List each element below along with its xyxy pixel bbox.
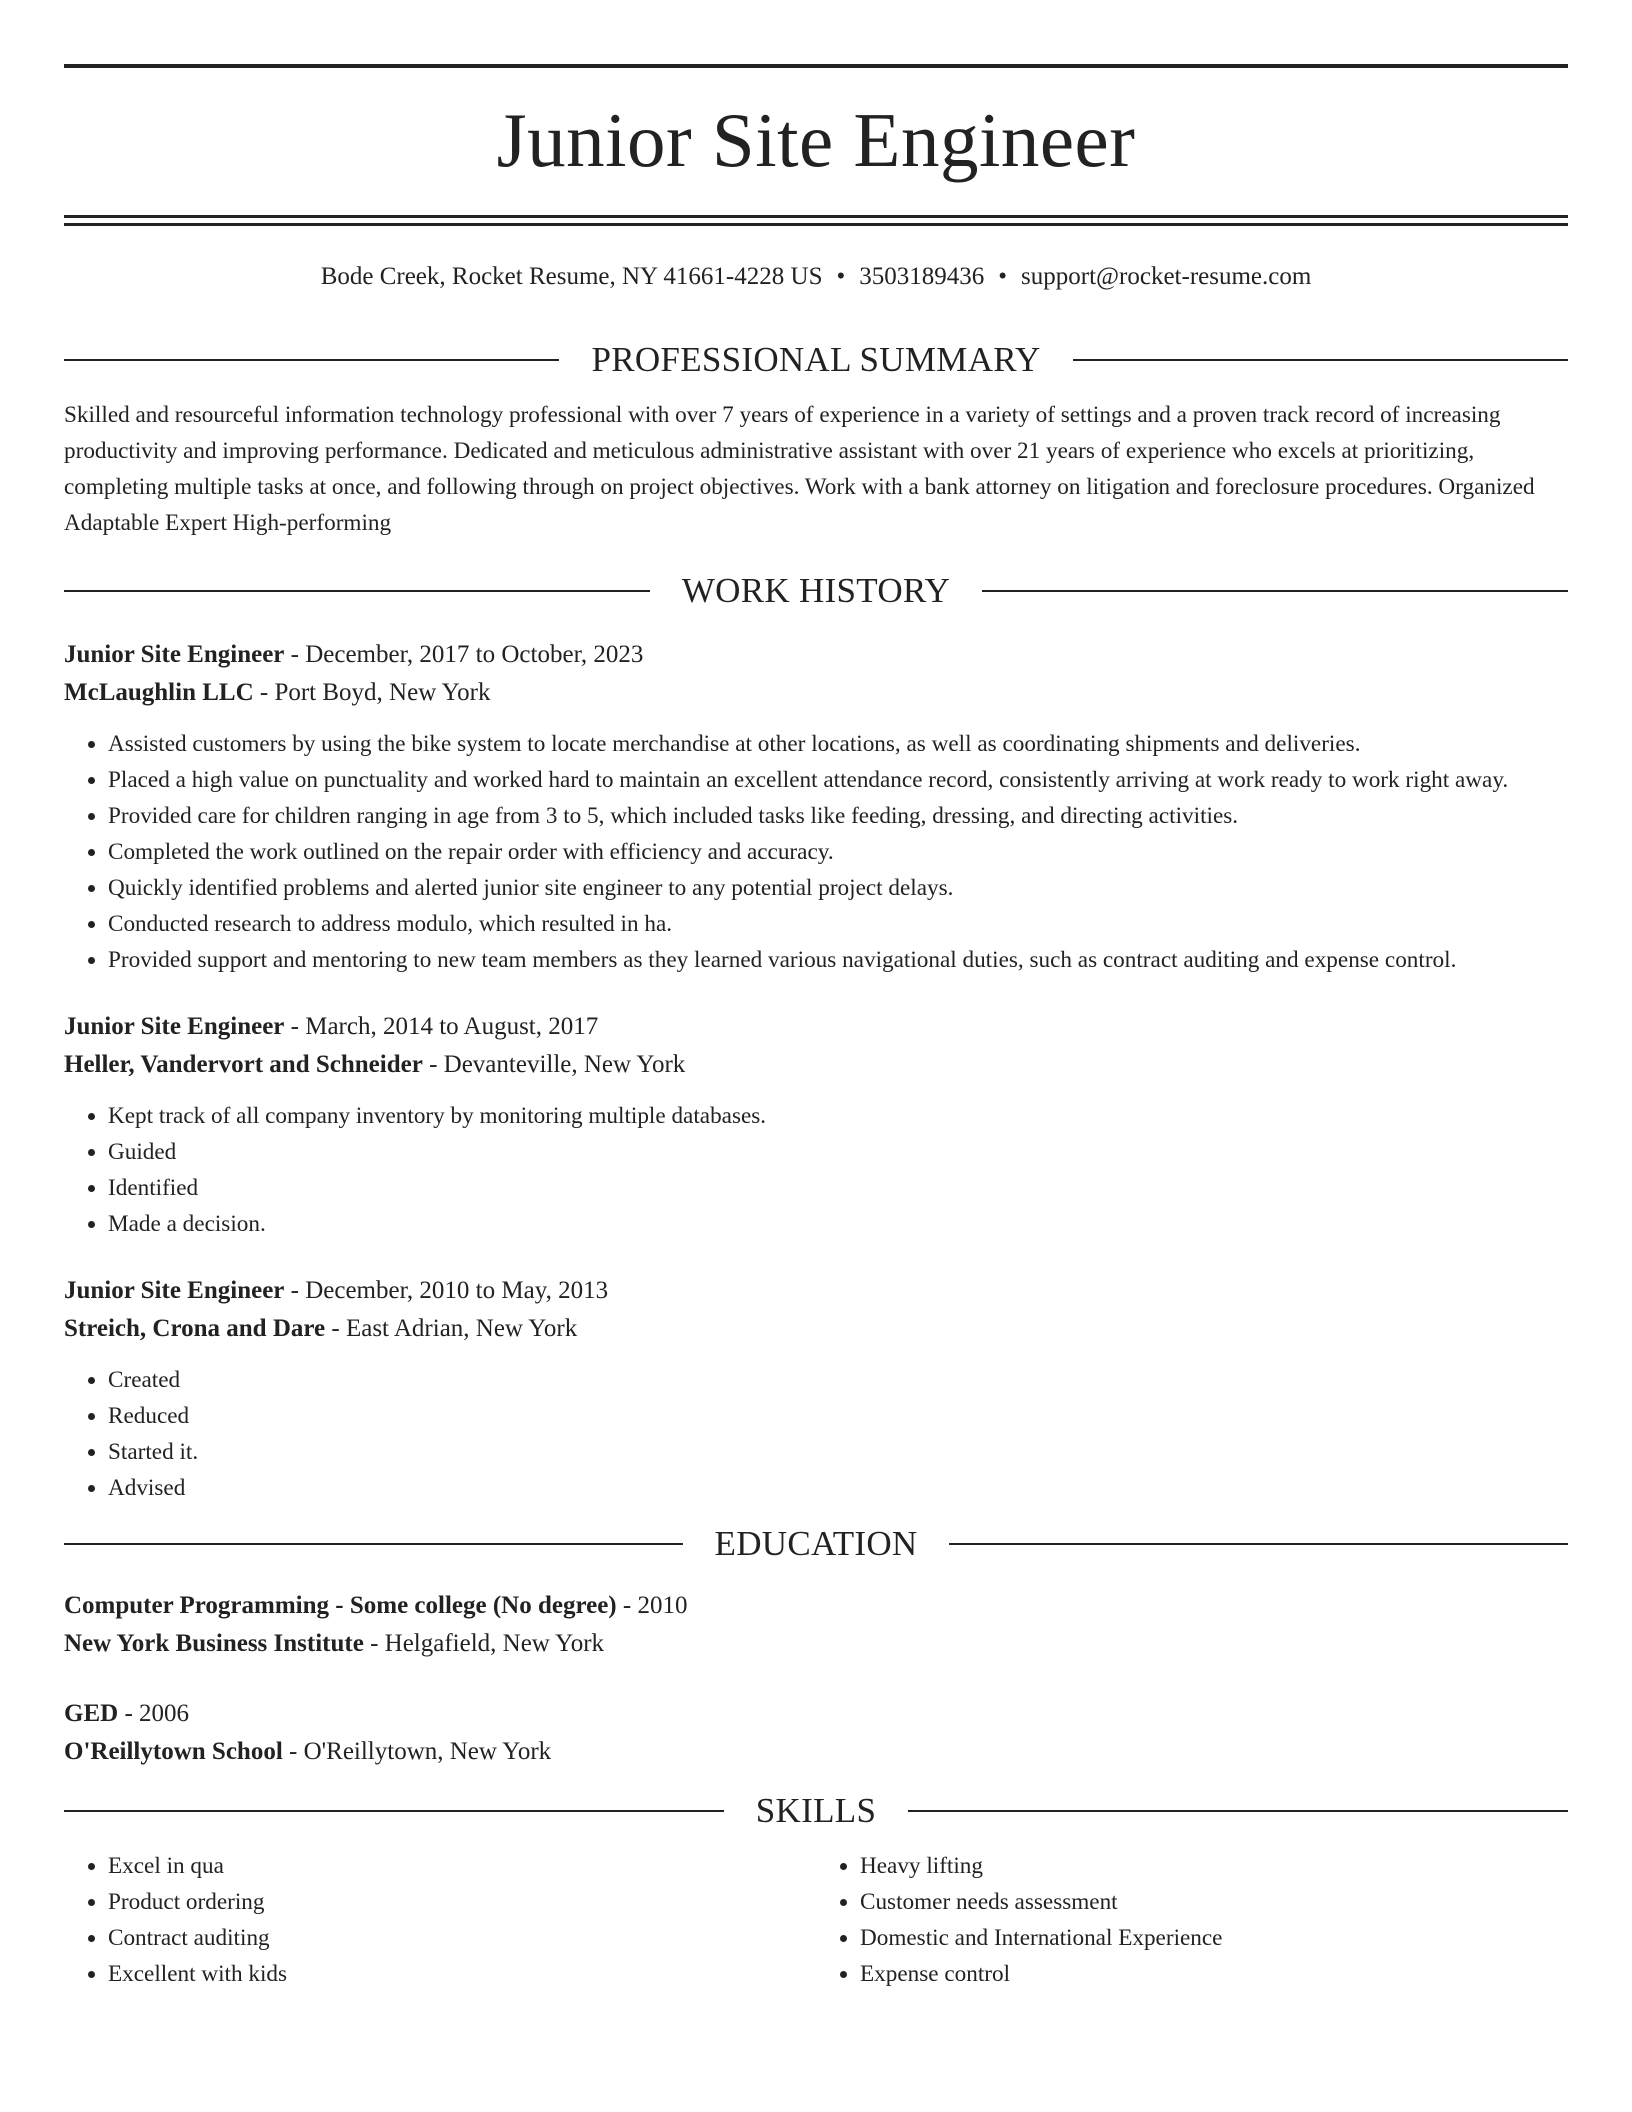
skill-item: • Excellent with kids (108, 1956, 816, 1992)
job-bullet: • Placed a high value on punctuality and worked hard to maintain an excellent attendance record, consistently arriving at work ready to work right away. (108, 762, 1568, 798)
skill-item: • Contract auditing (108, 1920, 816, 1956)
heading-rule (64, 359, 559, 361)
education-location: - O'Reillytown, New York (282, 1738, 552, 1765)
job-dates: - December, 2017 to October, 2023 (284, 641, 644, 668)
job-location: - Port Boyd, New York (253, 679, 491, 706)
education-location: - Helgafield, New York (363, 1630, 605, 1657)
job-bullets (64, 1098, 1568, 1242)
job-bullet: • Guided (108, 1134, 1568, 1170)
job-title-line (64, 1008, 1568, 1046)
section-heading-skills (64, 1793, 1568, 1828)
job-bullet: • Kept track of all company inventory by monitoring multiple databases. (108, 1098, 1568, 1134)
education-entry (64, 1587, 1568, 1663)
section-title: PROFESSIONAL SUMMARY (591, 340, 1041, 379)
education-school: New York Business Institute (64, 1630, 364, 1657)
education-year: - 2010 (616, 1592, 688, 1619)
heading-rule (64, 590, 650, 592)
job-bullet: • Made a decision. (108, 1206, 1568, 1242)
job-dates: - March, 2014 to August, 2017 (284, 1013, 599, 1040)
job-company: McLaughlin LLC (64, 679, 254, 706)
job-location: - Devanteville, New York (422, 1051, 686, 1078)
education-entry (64, 1695, 1568, 1771)
job-bullet: • Completed the work outlined on the repair order with efficiency and accuracy. (108, 834, 1568, 870)
job-company: Heller, Vandervort and Schneider (64, 1051, 423, 1078)
work-history-list (64, 636, 1568, 1506)
job-bullet: • Provided support and mentoring to new team members as they learned various navigational duties, such as contract auditing and expense control. (108, 942, 1568, 978)
resume-title: Junior Site Engineer (496, 97, 1136, 183)
job-bullets (64, 726, 1568, 978)
job-entry (64, 636, 1568, 978)
job-bullet: • Conducted research to address modulo, which resulted in ha. (108, 906, 1568, 942)
heading-rule (908, 1810, 1568, 1812)
contact-address: Bode Creek, Rocket Resume, NY 41661-4228 US (320, 263, 823, 290)
job-bullet: • Identified (108, 1170, 1568, 1206)
job-bullet: • Assisted customers by using the bike system to locate merchandise at other locations, as well as coordinating shipments and deliveries. (108, 726, 1568, 762)
heading-rule (982, 590, 1568, 592)
skill-item: • Excel in qua (108, 1848, 816, 1884)
job-entry (64, 1008, 1568, 1242)
job-company-line (64, 1310, 1568, 1348)
education-school: O'Reillytown School (64, 1738, 283, 1765)
job-bullet: • Created (108, 1362, 1568, 1398)
job-bullet: • Quickly identified problems and alerted junior site engineer to any potential project delays. (108, 870, 1568, 906)
education-degree: Computer Programming - Some college (No degree) (64, 1592, 617, 1619)
job-title-line (64, 636, 1568, 674)
skills-column-left (64, 1848, 816, 1992)
heading-rule (64, 1543, 683, 1545)
job-location: - East Adrian, New York (325, 1315, 578, 1342)
job-bullet: • Advised (108, 1470, 1568, 1506)
heading-rule (1073, 359, 1568, 361)
job-company-line (64, 1046, 1568, 1084)
skill-item: • Domestic and International Experience (860, 1920, 1568, 1956)
job-bullet: • Started it. (108, 1434, 1568, 1470)
job-bullet: • Reduced (108, 1398, 1568, 1434)
job-title: Junior Site Engineer (64, 1277, 285, 1304)
heading-rule (64, 1810, 724, 1812)
heading-rule (949, 1543, 1568, 1545)
contact-email: support@rocket-resume.com (1021, 263, 1312, 290)
title-double-rule (64, 215, 1568, 226)
job-title: Junior Site Engineer (64, 1013, 285, 1040)
skill-item: • Expense control (860, 1956, 1568, 1992)
skill-item: • Customer needs assessment (860, 1884, 1568, 1920)
skill-item: • Product ordering (108, 1884, 816, 1920)
section-title: SKILLS (755, 1791, 877, 1830)
job-bullet: • Provided care for children ranging in age from 3 to 5, which included tasks like feeding, dressing, and directing activities. (108, 798, 1568, 834)
job-bullets (64, 1362, 1568, 1506)
education-school-line (64, 1733, 1568, 1771)
education-school-line (64, 1625, 1568, 1663)
section-heading-work-history (64, 573, 1568, 608)
job-dates: - December, 2010 to May, 2013 (284, 1277, 609, 1304)
contact-separator: • (836, 263, 846, 290)
skills-bullets (816, 1848, 1568, 1992)
contact-separator: • (998, 263, 1008, 290)
job-company-line (64, 674, 1568, 712)
section-title: EDUCATION (714, 1524, 918, 1563)
summary-text: Skilled and resourceful information technology professional with over 7 years of experience in a variety of settings and a proven track record of increasing productivity and improving performance. Dedicated and meticulous administrative assistant with over 21 years of experience who excels at prioritizing, completing multiple tasks at once, and following through on project objectives. Work with a bank attorney on litigation and foreclosure procedures. Organized Adaptable Expert High-performing (64, 402, 1535, 536)
skill-item: • Heavy lifting (860, 1848, 1568, 1884)
skills-bullets (64, 1848, 816, 1992)
contact-line (64, 262, 1568, 292)
job-entry (64, 1272, 1568, 1506)
job-company: Streich, Crona and Dare (64, 1315, 326, 1342)
education-degree-line (64, 1587, 1568, 1625)
job-title: Junior Site Engineer (64, 641, 285, 668)
section-heading-summary (64, 342, 1568, 377)
skills-list (64, 1848, 1568, 1992)
education-year: - 2006 (118, 1700, 190, 1727)
job-title-line (64, 1272, 1568, 1310)
section-title: WORK HISTORY (681, 571, 951, 610)
contact-phone: 3503189436 (859, 263, 985, 290)
section-heading-education (64, 1526, 1568, 1561)
education-degree-line (64, 1695, 1568, 1733)
top-rule (64, 64, 1568, 68)
education-degree: GED (64, 1700, 119, 1727)
skills-column-right (816, 1848, 1568, 1992)
